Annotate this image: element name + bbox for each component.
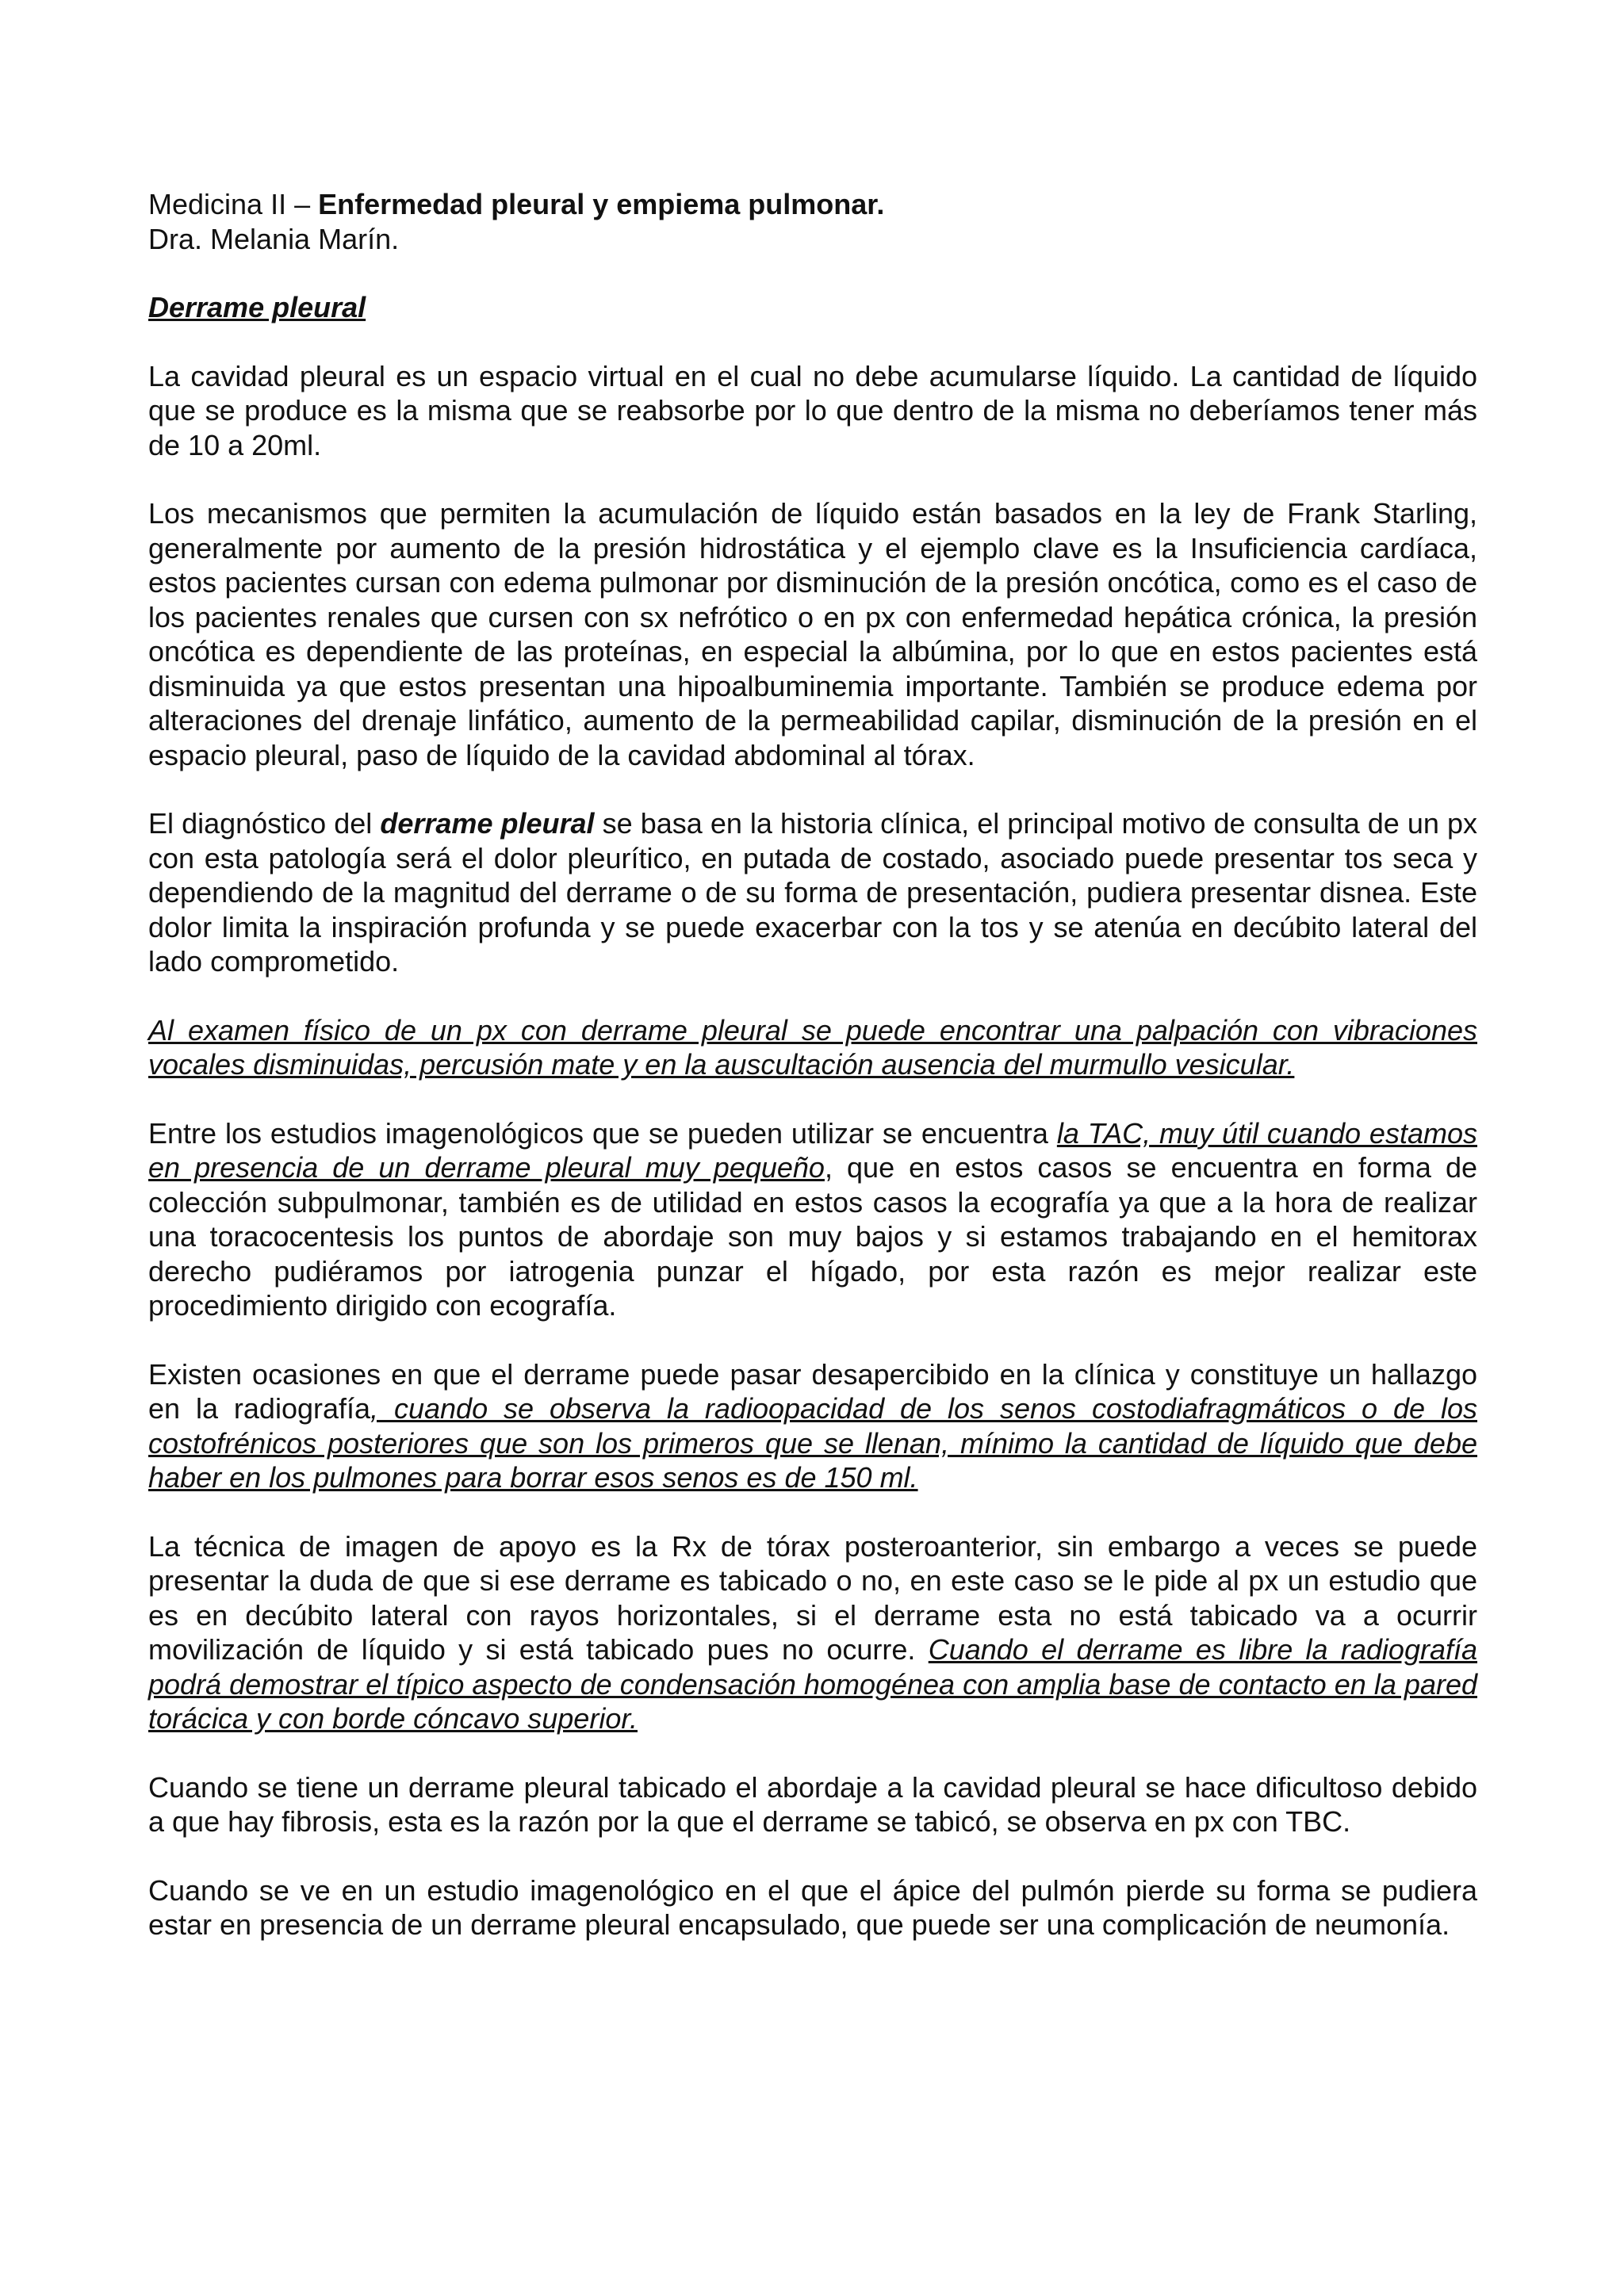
emphasis-radioopacidad: , cuando se observa la radioopacidad de los senos costodiafragmáticos o de los costofrénicos posteriores que son los primeros que se llenan, mínimo la cantidad de líquido que debe haber en los pulmones para borrar esos senos es de 150 ml.	[148, 1392, 1477, 1494]
course-prefix: Medicina II –	[148, 188, 319, 220]
paragraph-3	[148, 806, 1477, 979]
emphasis-derrame-libre: Cuando el derrame es libre la radiografía podrá demostrar el típico aspecto de condensación homogénea con amplia base de contacto en la pared torácica y con borde cóncavo superior.	[148, 1633, 1477, 1735]
paragraph-4-physical-exam: Al examen físico de un px con derrame pleural se puede encontrar una palpación con vibraciones vocales disminuidas, percusión mate y en la auscultación ausencia del murmullo vesicular.	[148, 1013, 1477, 1081]
emphasis-derrame-pleural: derrame pleural	[380, 807, 595, 840]
paragraph-1: La cavidad pleural es un espacio virtual en el cual no debe acumularse líquido. La cantidad de líquido que se produce es la misma que se reabsorbe por lo que dentro de la misma no deberíamos tener más de 10 a 20ml.	[148, 359, 1477, 461]
paragraph-8: Cuando se tiene un derrame pleural tabicado el abordaje a la cavidad pleural se hace dificultoso debido a que hay fibrosis, esta es la razón por la que el derrame se tabicó, se observa en px con TBC.	[148, 1770, 1477, 1838]
section-title: Derrame pleural	[148, 291, 366, 323]
author-line: Dra. Melania Marín.	[148, 222, 400, 255]
document-page	[148, 187, 1477, 1942]
paragraph-5	[148, 1116, 1477, 1323]
paragraph-6-part-a: Existen ocasiones en que el derrame puede pasar desapercibido en la clínica y constituye un hallazgo en la radiografía	[148, 1357, 1477, 1425]
paragraph-7	[148, 1529, 1477, 1736]
paragraph-3-part-a: El diagnóstico del	[148, 807, 381, 840]
paragraph-7-part-a: La técnica de imagen de apoyo es la Rx de tórax posteroanterior, sin embargo a veces se puede presentar la duda de que si ese derrame es tabicado o no, en este caso se le pide al px un estudio que es en decúbito lateral con rayos horizontales, si el derrame esta no está tabicado va a ocurrir movilización de líquido y si está tabicado pues no ocurre.	[148, 1529, 1477, 1666]
course-title: Enfermedad pleural y empiema pulmonar.	[318, 188, 885, 220]
paragraph-5-part-c: , que en estos casos se encuentra en forma de colección subpulmonar, también es de utilidad en estos casos la ecografía ya que a la hora de realizar una toracocentesis los puntos de abordaje son muy bajos y si estamos trabajando en el hemitorax derecho pudiéramos por iatrogenia punzar el hígado, por esta razón es mejor realizar este procedimiento dirigido con ecografía.	[148, 1151, 1477, 1322]
paragraph-3-part-c: se basa en la historia clínica, el principal motivo de consulta de un px con esta patología será el dolor pleurítico, en putada de costado, asociado puede presentar tos seca y dependiendo de la magnitud del derrame o de su forma de presentación, pudiera presentar disnea. Este dolor limita la inspiración profunda y se puede exacerbar con la tos y se atenúa en decúbito lateral del lado comprometido.	[148, 807, 1478, 978]
paragraph-9: Cuando se ve en un estudio imagenológico en el que el ápice del pulmón pierde su forma se pudiera estar en presencia de un derrame pleural encapsulado, que puede ser una complicación de neumonía.	[148, 1873, 1477, 1941]
paragraph-2: Los mecanismos que permiten la acumulación de líquido están basados en la ley de Frank Starling, generalmente por aumento de la presión hidrostática y el ejemplo clave es la Insuficiencia cardíaca, estos pacientes cursan con edema pulmonar por disminución de la presión oncótica, como es el caso de los pacientes renales que cursen con sx nefrótico o en px con enfermedad hepática crónica, la presión oncótica es dependiente de las proteínas, en especial la albúmina, por lo que en estos pacientes está disminuida ya que estos presentan una hipoalbuminemia importante. También se produce edema por alteraciones del drenaje linfático, aumento de la permeabilidad capilar, disminución de la presión en el espacio pleural, paso de líquido de la cavidad abdominal al tórax.	[148, 497, 1477, 771]
emphasis-tac: la TAC, muy útil cuando estamos en presencia de un derrame pleural muy pequeño	[148, 1116, 1477, 1184]
paragraph-6	[148, 1357, 1477, 1495]
paragraph-5-part-a: Entre los estudios imagenológicos que se pueden utilizar se encuentra	[148, 1116, 1057, 1150]
course-header	[148, 187, 1477, 222]
